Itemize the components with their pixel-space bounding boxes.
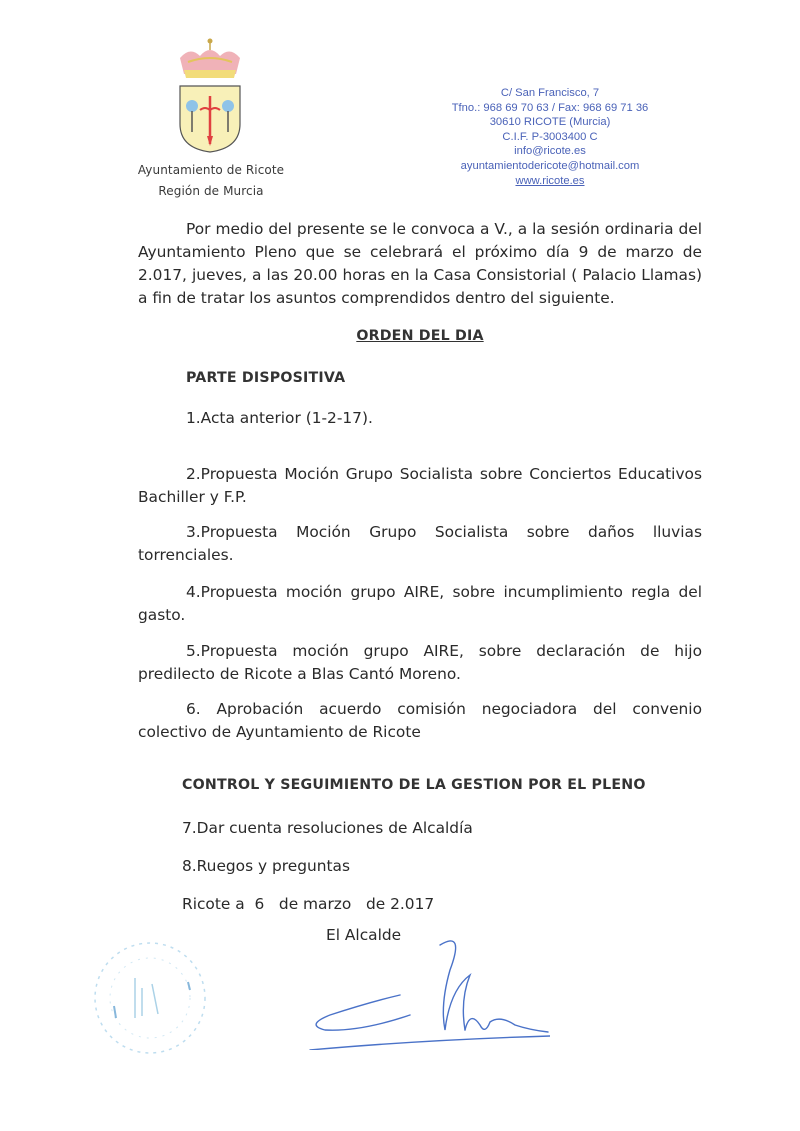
website-link[interactable]: www.ricote.es xyxy=(515,174,585,187)
agenda-item: 6. Aprobación acuerdo comisión negociadora del convenio colectivo de Ayuntamiento de Ricote xyxy=(138,700,702,741)
agenda-item: 4.Propuesta moción grupo AIRE, sobre incumplimiento regla del gasto. xyxy=(138,583,702,624)
postal-address: 30610 RICOTE (Murcia) xyxy=(489,116,611,129)
official-seal-icon xyxy=(80,918,220,1078)
agenda-item: 2.Propuesta Moción Grupo Socialista sobre Conciertos Educativos Bachiller y F.P. xyxy=(138,465,702,506)
email-info[interactable]: info@ricote.es xyxy=(514,145,586,158)
agenda-item: 1.Acta anterior (1-2-17). xyxy=(186,409,373,427)
org-name: Ayuntamiento de Ricote xyxy=(137,163,285,177)
orden-del-dia-heading: ORDEN DEL DIA xyxy=(356,328,484,344)
agenda-item: 5.Propuesta moción grupo AIRE, sobre declaración de hijo predilecto de Ricote a Blas Cantó Moreno. xyxy=(138,642,702,683)
contact-block xyxy=(430,86,670,188)
control-heading: CONTROL Y SEGUIMIENTO DE LA GESTION POR EL PLENO xyxy=(182,777,646,793)
signature-icon xyxy=(300,930,550,1050)
signer-title: El Alcalde xyxy=(326,926,402,944)
region-name: Región de Murcia xyxy=(158,184,264,198)
address: C/ San Francisco, 7 xyxy=(500,87,600,99)
agenda-item: 8.Ruegos y preguntas xyxy=(182,857,350,875)
phone-fax: Tfno.: 968 69 70 63 / Fax: 968 69 71 36 xyxy=(451,101,649,114)
intro-paragraph: Por medio del presente se le convoca a V., a la sesión ordinaria del Ayuntamiento Pleno que se celebrará el próximo día 9 de marzo de 2.017, jueves, a las 20.00 horas en la Casa Consistorial ( Palacio Llamas) a fin de tratar los asuntos comprendidos dentro del siguiente. xyxy=(138,220,702,307)
date-line: Ricote a 6 de marzo de 2.017 xyxy=(182,895,435,913)
agenda-item: 3.Propuesta Moción Grupo Socialista sobre daños lluvias torrenciales. xyxy=(138,523,702,564)
agenda-item: 7.Dar cuenta resoluciones de Alcaldía xyxy=(182,819,473,837)
email-hotmail[interactable]: ayuntamientodericote@hotmail.com xyxy=(460,159,640,172)
cif: C.I.F. P-3003400 C xyxy=(502,130,598,143)
coat-of-arms-icon xyxy=(170,36,250,156)
parte-dispositiva-heading: PARTE DISPOSITIVA xyxy=(186,370,346,386)
